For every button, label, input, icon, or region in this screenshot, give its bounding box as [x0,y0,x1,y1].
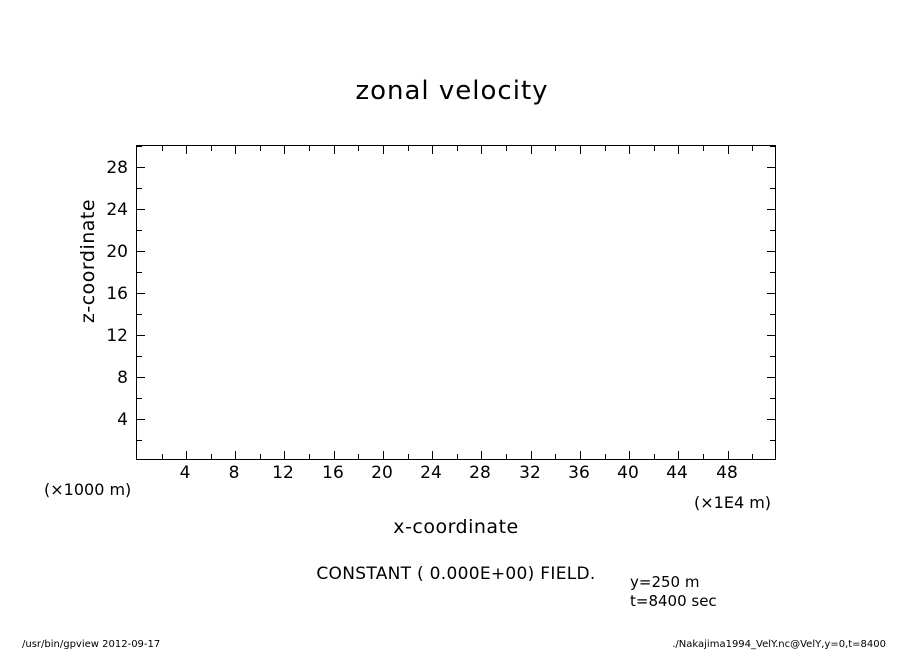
x-tick-bottom-minor [752,454,753,459]
y-tick-left-minor [137,314,142,315]
x-tick-top-minor [457,146,458,151]
x-tick-top [531,146,532,154]
x-tick-top-minor [309,146,310,151]
x-tick-label: 4 [179,463,191,483]
x-tick-bottom [235,451,236,459]
x-tick-bottom [531,451,532,459]
x-tick-bottom-minor [506,454,507,459]
y-tick-right-minor [770,356,775,357]
y-tick-left [137,251,145,252]
y-tick-right [767,293,775,294]
y-tick-right-minor [770,440,775,441]
y-value-label: y=250 m [630,573,700,591]
y-tick-left-minor [137,188,142,189]
y-tick-left-minor [137,230,142,231]
y-axis-unit: (×1000 m) [44,480,132,499]
x-tick-label: 36 [568,463,590,483]
x-tick-top-minor [555,146,556,151]
x-tick-bottom-minor [457,454,458,459]
footer-source: ./Nakajima1994_VelY.nc@VelY,y=0,t=8400 [672,639,886,650]
x-tick-top [235,146,236,154]
y-tick-label: 28 [106,158,128,178]
x-tick-bottom-minor [555,454,556,459]
x-axis-unit: (×1E4 m) [694,493,772,512]
t-value-label: t=8400 sec [630,592,717,610]
x-tick-top-minor [408,146,409,151]
y-tick-left [137,167,145,168]
x-tick-top-minor [654,146,655,151]
x-tick-label: 48 [716,463,738,483]
y-tick-left-minor [137,440,142,441]
y-tick-label: 20 [106,242,128,262]
x-tick-top-minor [506,146,507,151]
y-tick-label: 8 [117,368,128,388]
x-tick-top [432,146,433,154]
x-tick-label: 28 [469,463,491,483]
y-tick-label: 4 [117,410,128,430]
x-tick-top [284,146,285,154]
x-tick-top-minor [605,146,606,151]
x-tick-top-minor [358,146,359,151]
x-tick-label: 12 [272,463,294,483]
x-tick-top [334,146,335,154]
x-tick-bottom [580,451,581,459]
chart-title: zonal velocity [355,76,549,106]
x-tick-label: 20 [371,463,393,483]
x-tick-bottom-minor [162,454,163,459]
x-tick-top [186,146,187,154]
x-tick-label: 16 [322,463,344,483]
x-tick-top-minor [260,146,261,151]
x-tick-bottom [383,451,384,459]
y-tick-left-minor [137,146,142,147]
x-tick-label: 8 [228,463,240,483]
x-tick-bottom-minor [605,454,606,459]
x-tick-label: 44 [666,463,688,483]
y-tick-left-minor [137,398,142,399]
x-tick-bottom [284,451,285,459]
y-tick-left [137,419,145,420]
y-tick-label: 16 [106,284,128,304]
x-tick-top [383,146,384,154]
y-tick-right-minor [770,230,775,231]
x-tick-bottom [432,451,433,459]
y-tick-left [137,377,145,378]
x-tick-top [481,146,482,154]
y-tick-right-minor [770,146,775,147]
y-tick-left-minor [137,272,142,273]
y-axis-title: z-coordinate [77,198,99,324]
x-axis-title: x-coordinate [393,516,519,538]
y-tick-right [767,377,775,378]
y-tick-left [137,209,145,210]
x-tick-bottom [678,451,679,459]
x-tick-bottom-minor [358,454,359,459]
y-tick-label: 12 [106,326,128,346]
x-tick-bottom-minor [211,454,212,459]
x-tick-top-minor [703,146,704,151]
x-tick-bottom-minor [309,454,310,459]
footer-command: /usr/bin/gpview 2012-09-17 [22,639,161,650]
x-tick-top-minor [162,146,163,151]
y-tick-right-minor [770,314,775,315]
y-tick-right-minor [770,398,775,399]
x-tick-bottom [629,451,630,459]
x-tick-top-minor [211,146,212,151]
x-tick-top-minor [752,146,753,151]
x-tick-label: 40 [617,463,639,483]
x-tick-top [678,146,679,154]
x-tick-bottom-minor [654,454,655,459]
x-tick-bottom [728,451,729,459]
x-tick-bottom [334,451,335,459]
y-tick-left [137,293,145,294]
field-info [630,573,717,611]
x-tick-bottom-minor [408,454,409,459]
plot-area [136,145,776,460]
y-tick-left-minor [137,356,142,357]
y-tick-left [137,335,145,336]
y-tick-right-minor [770,272,775,273]
y-tick-right-minor [770,188,775,189]
y-tick-right [767,167,775,168]
x-tick-top [629,146,630,154]
x-tick-bottom [186,451,187,459]
y-tick-label: 24 [106,200,128,220]
y-tick-right [767,335,775,336]
y-tick-right [767,209,775,210]
x-tick-top [580,146,581,154]
y-tick-right [767,419,775,420]
x-tick-bottom-minor [260,454,261,459]
x-tick-label: 24 [420,463,442,483]
x-tick-top [728,146,729,154]
constant-field-note: CONSTANT ( 0.000E+00) FIELD. [316,564,596,584]
x-tick-bottom [481,451,482,459]
x-tick-label: 32 [519,463,541,483]
x-tick-bottom-minor [703,454,704,459]
y-tick-right [767,251,775,252]
